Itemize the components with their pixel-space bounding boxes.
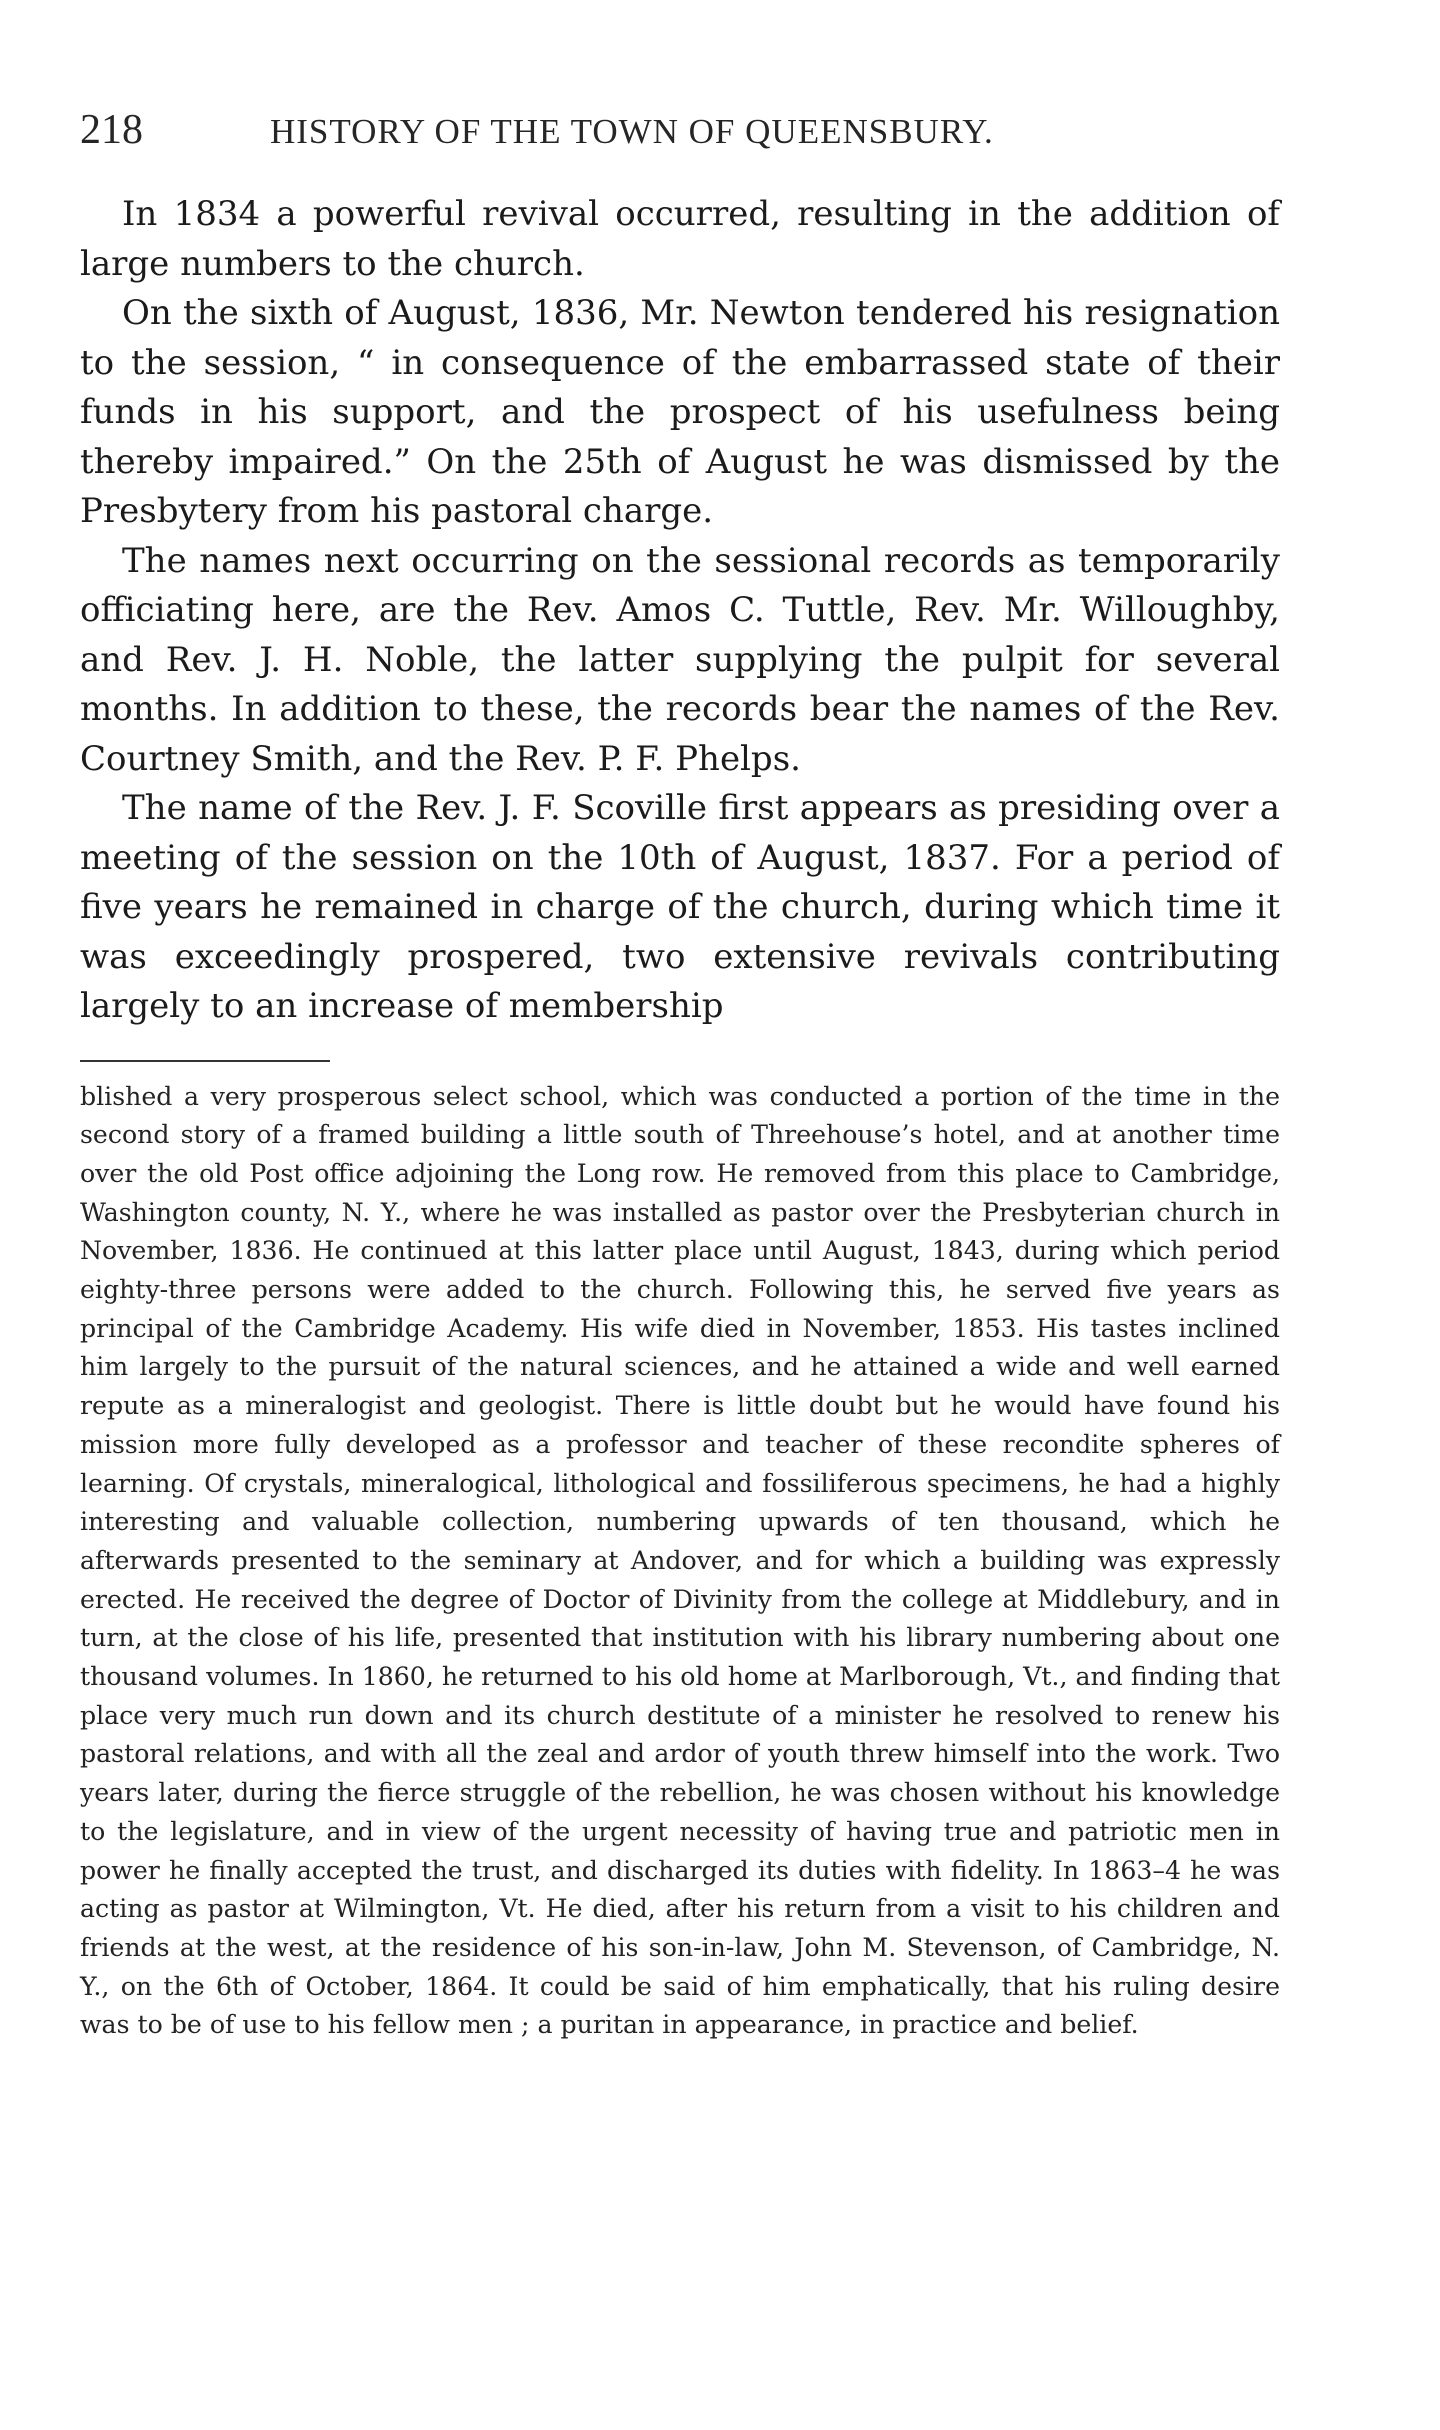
paragraph-revival-1834: In 1834 a powerful revival occurred, resulting in the addition of large numbers to the church. [80,194,1280,284]
running-title: HISTORY OF THE TOWN OF QUEENSBURY. [270,112,994,151]
book-page [80,100,1280,2045]
page-number: 218 [80,107,143,153]
footnote [80,1078,1280,2046]
footnote-divider [80,1060,330,1062]
footnote-text: blished a very prosperous select school, which was conducted a portion of the time in the second story of a framed building a little south of Threehouse’s hotel, and at another time over the old Post office adjoining the Long row. He removed from this place to Cambridge, Washington county, N. Y., where he was installed as pastor over the Presbyterian church in November, 1836. He continued at this latter place until August, 1843, during which period eighty-three persons were added to the church. Following this, he served five years as principal of the Cambridge Academy. His wife died in November, 1853. His tastes inclined him largely to the pursuit of the natural sciences, and he attained a wide and well earned repute as a mineralogist and geologist. There is little doubt but he would have found his mission more fully developed as a professor and teacher of these recondite spheres of learning. Of crystals, mineralogical, lithological and fossiliferous specimens, he had a highly interesting and valuable collection, numbering upwards of ten thousand, which he afterwards presented to the seminary at Andover, and for which a building was expressly erected. He received the degree of Doctor of Divinity from the college at Middlebury, and in turn, at the close of his life, presented that institution with his library numbering about one thousand volumes. In 1860, he returned to his old home at Marlborough, Vt., and finding that place very much run down and its church destitute of a minister he resolved to renew his pastoral relations, and with all the zeal and ardor of youth threw himself into the work. Two years later, during the fierce struggle of the rebellion, he was chosen without his knowledge to the legislature, and in view of the urgent necessity of having true and patriotic men in power he finally accepted the trust, and discharged its duties with fidelity. In 1863–4 he was acting as pastor at Wilmington, Vt. He died, after his return from a visit to his children and friends at the west, at the residence of his son-in-law, John M. Stevenson, of Cambridge, N. Y., on the 6th of October, 1864. It could be said of him emphatically, that his ruling desire was to be of use to his fellow men ; a puritan in appearance, in practice and belief. [80,1081,1280,2040]
paragraph-newton-resignation: On the sixth of August, 1836, Mr. Newton tendered his resignation to the session, “ in consequence of the embarrassed state of their funds in his support, and the prospect of his usefulness being thereby impaired.” On the 25th of August he was dismissed by the Presbytery from his pastoral charge. [80,293,1280,531]
paragraph-temporary-ministers: The names next occurring on the sessional records as temporarily officiating here, are the Rev. Amos C. Tuttle, Rev. Mr. Willoughby, and Rev. J. H. Noble, the latter supplying the pulpit for several months. In addition to these, the records bear the names of the Rev. Courtney Smith, and the Rev. P. F. Phelps. [80,540,1280,779]
running-head [80,100,1280,160]
main-text [80,190,1280,1032]
paragraph-scoville: The name of the Rev. J. F. Scoville first appears as presiding over a meeting of the session on the 10th of August, 1837. For a period of five years he remained in charge of the church, during which time it was exceedingly prospered, two extensive revivals contributing largely to an increase of membership [80,788,1280,1026]
